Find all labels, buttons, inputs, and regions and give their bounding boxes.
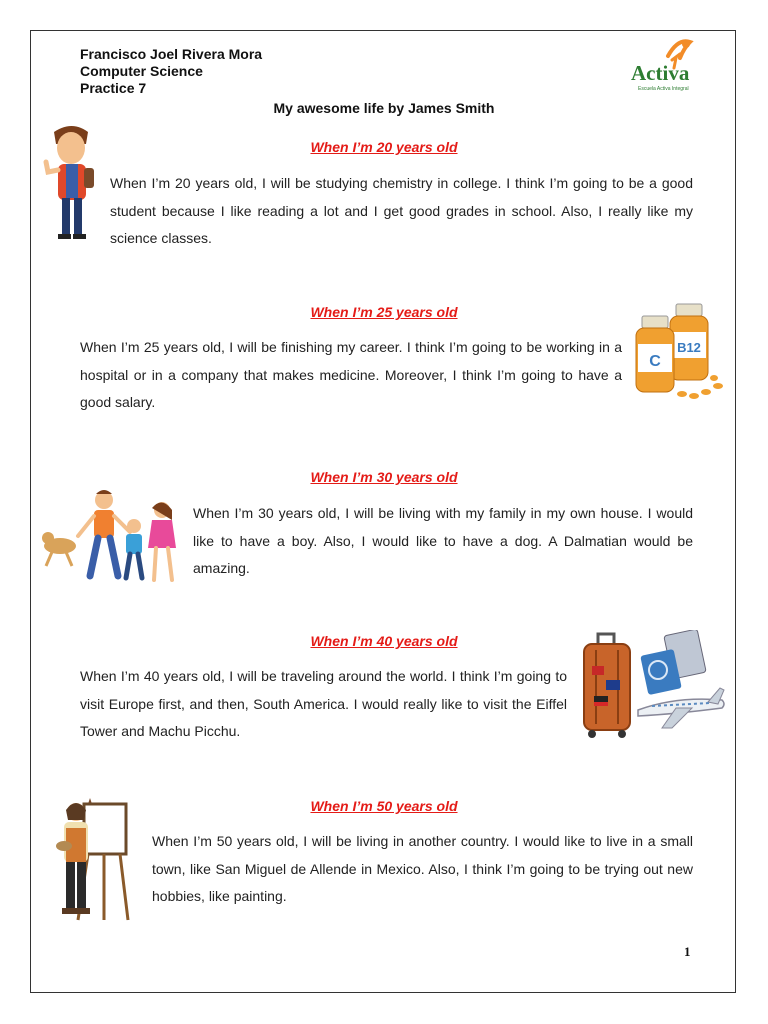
section-heading-25: When I’m 25 years old [310,304,458,320]
section-heading-30: When I’m 30 years old [310,469,458,485]
logo-text: Activa [631,61,690,85]
course-name: Computer Science [80,63,203,79]
family-illustration-icon [38,486,184,586]
section-text-20: When I’m 20 years old, I will be studying chemistry in college. I think I’m going to be a good student because I like reading a lot and I get good grades in school. Also, I really like my science classes. [110,175,693,246]
section-text-40: When I’m 40 years old, I will be traveling around the world. I think I’m going to visit Europe first, and then, South America. I would really like to visit the Eiffel Tower and Machu Picchu. [80,668,567,739]
bottle-label-b12: B12 [677,340,701,355]
document-title: My awesome life by James Smith [273,100,495,116]
section-text-30: When I’m 30 years old, I will be living with my family in my own house. I would like to have a boy. Also, I would like to have a dog. A Dalmatian would be amazing. [193,505,693,576]
author-name: Francisco Joel Rivera Mora [80,46,263,62]
section-text-25: When I’m 25 years old, I will be finishing my career. I think I’m going to be working in a hospital or in a company that makes medicine. Moreover, I think I’m going to have a good salary. [80,339,622,410]
bottle-label-c: C [649,353,661,370]
section-heading-50: When I’m 50 years old [310,798,458,814]
travel-illustration-icon [576,630,726,740]
section-heading-40: When I’m 40 years old [310,633,458,649]
section-heading-20: When I’m 20 years old [310,139,458,155]
logo-subtext: Escuela Activa Integral [638,86,689,92]
activa-logo [628,36,704,94]
page-number: 1 [684,944,691,959]
practice-label: Practice 7 [80,80,147,96]
vitamin-bottles-illustration-icon [632,302,728,402]
student-illustration-icon [42,122,102,242]
section-text-50: When I’m 50 years old, I will be living in another country. I would like to live in a small town, like San Miguel de Allende in Mexico. Also, I think I’m going to be trying out new hobbies, like painting. [152,833,693,904]
painter-illustration-icon [54,794,130,924]
document-header [80,46,262,97]
